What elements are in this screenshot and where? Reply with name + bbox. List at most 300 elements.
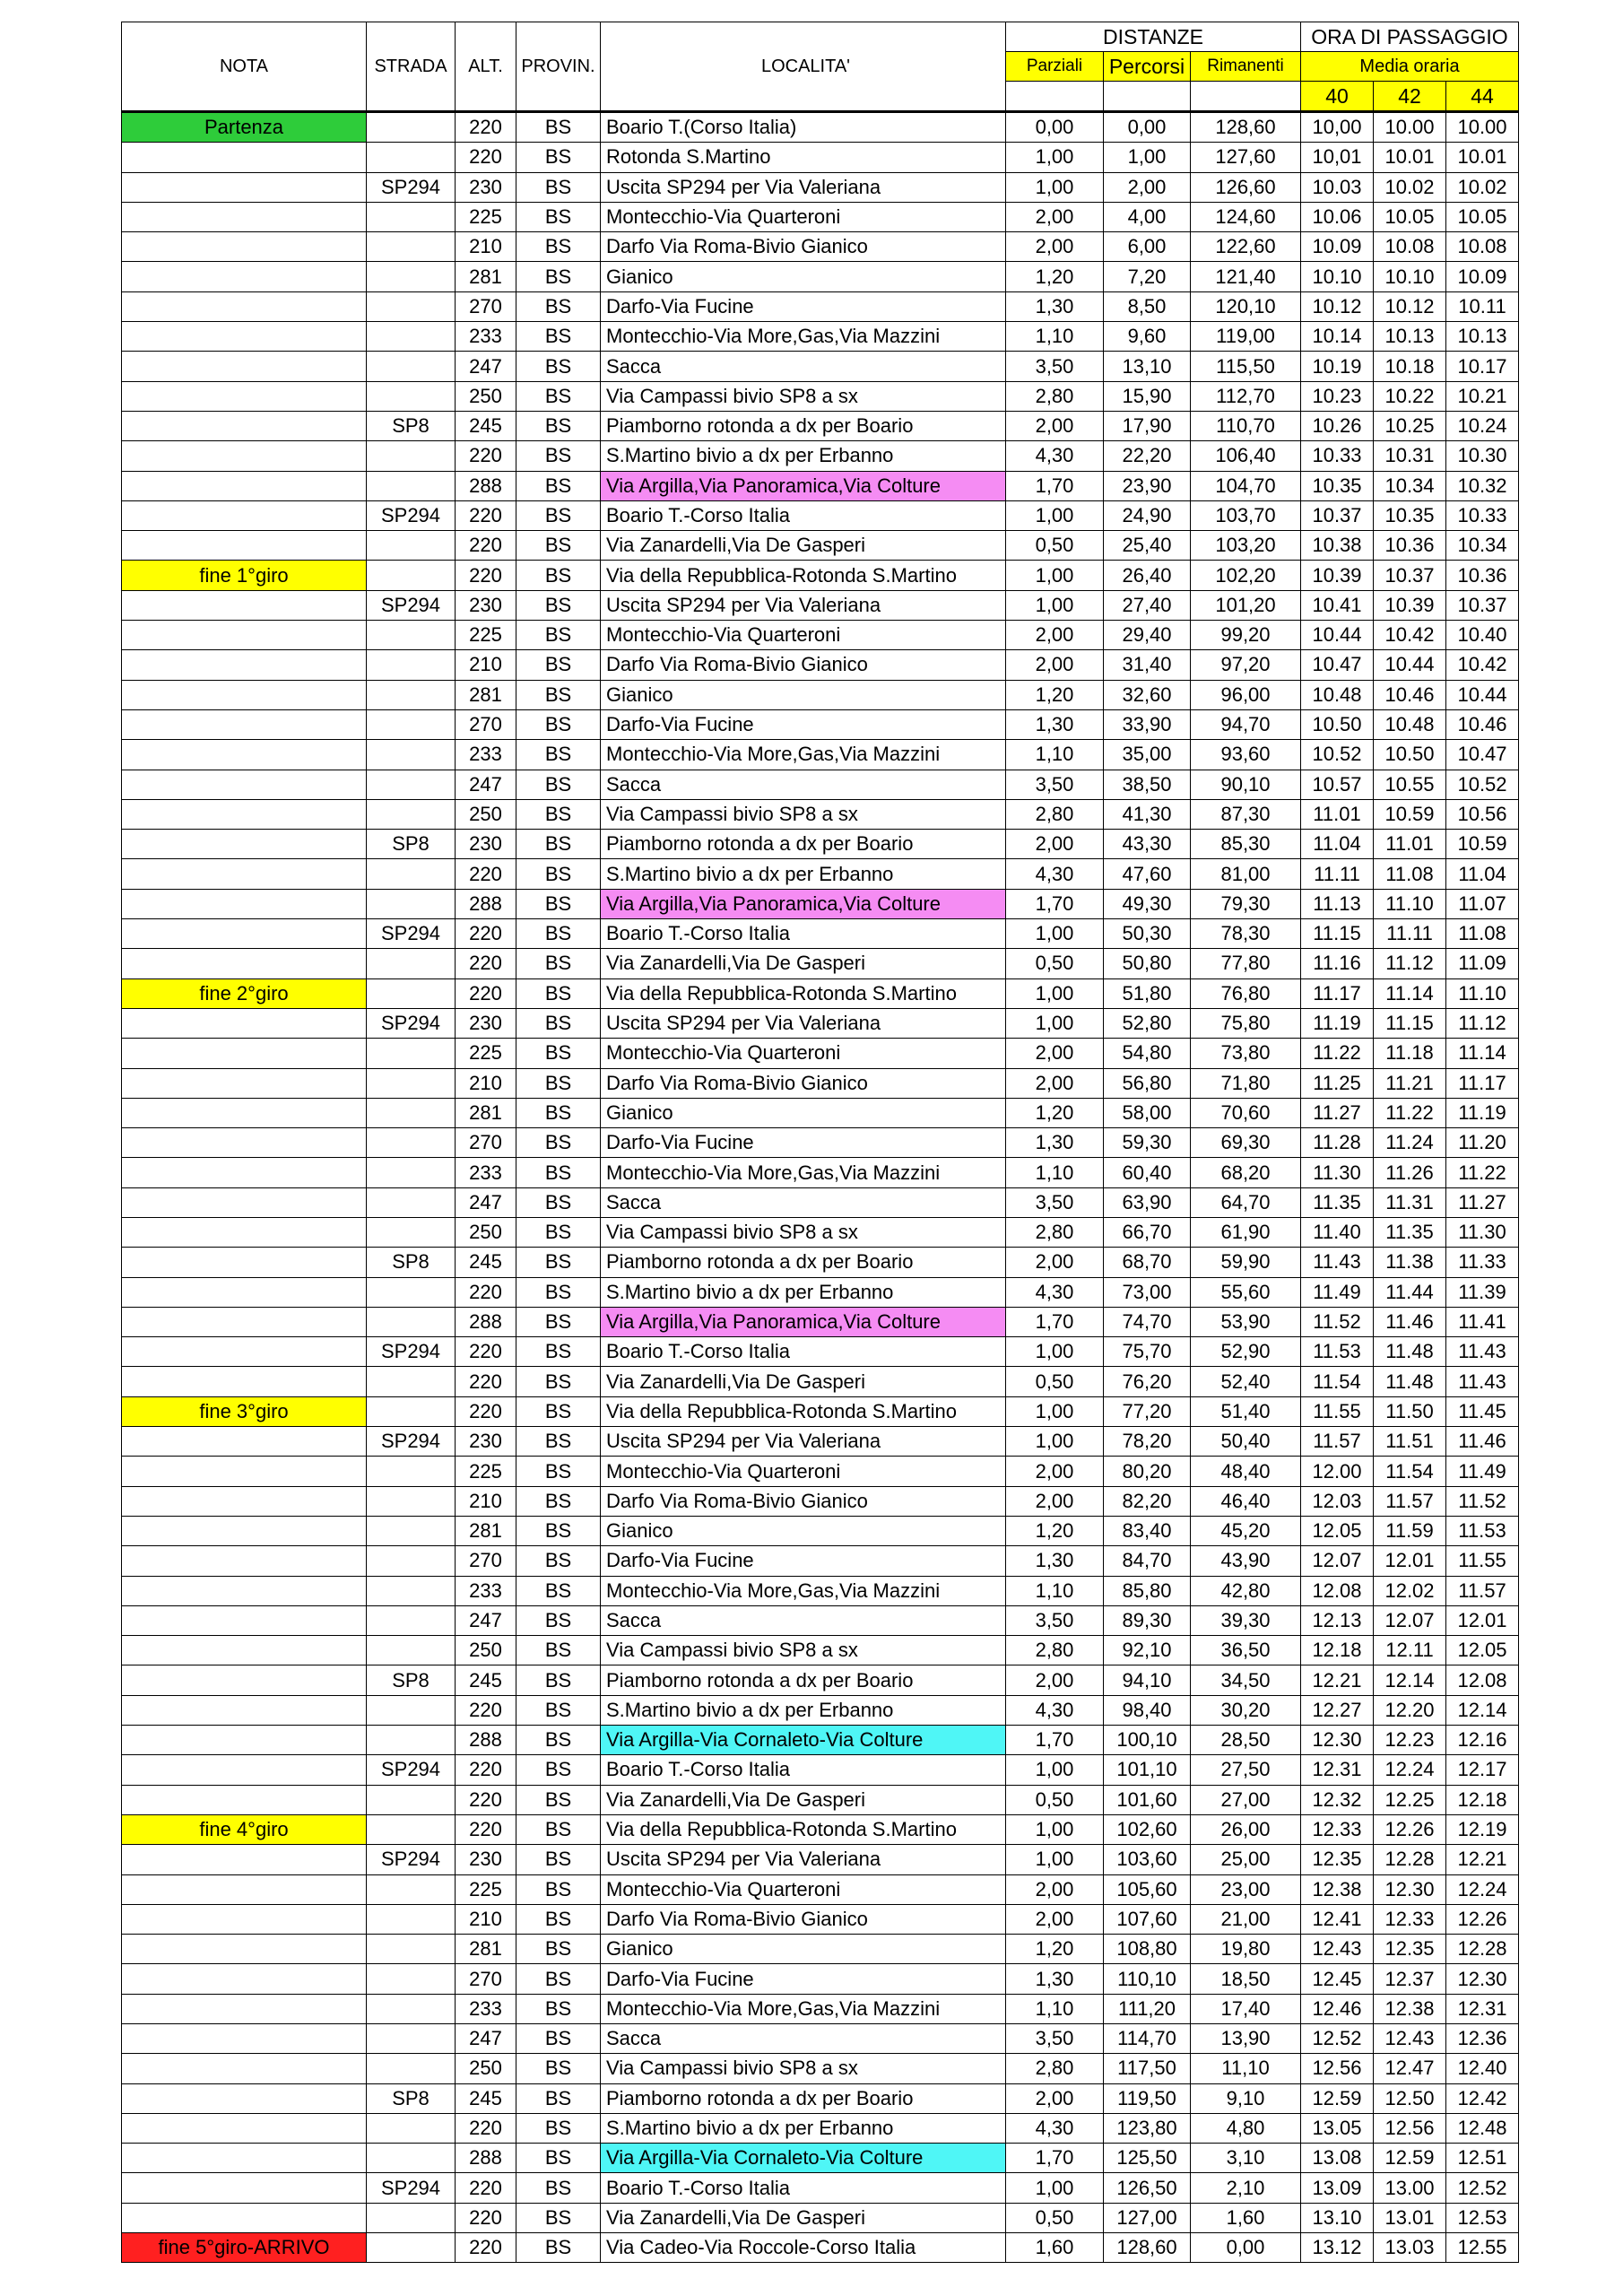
table-row <box>122 1785 1519 1814</box>
time-44-cell: 11.45 <box>1446 1396 1519 1426</box>
percorsi-cell: 24,90 <box>1104 500 1191 530</box>
nota-cell <box>122 1516 367 1545</box>
parziali-cell: 4,30 <box>1006 1695 1104 1725</box>
strada-cell <box>367 2203 456 2232</box>
time-44-cell: 10.44 <box>1446 680 1519 709</box>
parziali-cell: 2,00 <box>1006 1068 1104 1098</box>
strada-cell <box>367 621 456 650</box>
alt-cell: 281 <box>456 1935 516 1964</box>
time-42-cell: 12.38 <box>1374 1994 1446 2023</box>
provin-cell: BS <box>516 650 601 680</box>
parziali-cell: 1,30 <box>1006 1128 1104 1158</box>
time-40-cell: 11.54 <box>1301 1367 1374 1396</box>
rimanenti-cell: 73,80 <box>1191 1039 1301 1068</box>
header-rimanenti: Rimanenti <box>1191 52 1301 82</box>
rimanenti-cell: 46,40 <box>1191 1486 1301 1516</box>
localita-cell: Uscita SP294 per Via Valeriana <box>601 1008 1006 1038</box>
table-row <box>122 1367 1519 1396</box>
percorsi-cell: 76,20 <box>1104 1367 1191 1396</box>
percorsi-cell: 77,20 <box>1104 1396 1191 1426</box>
header-speed-44: 44 <box>1446 82 1519 112</box>
strada-cell <box>367 1814 456 1844</box>
nota-cell <box>122 1248 367 1277</box>
time-40-cell: 13.05 <box>1301 2113 1374 2143</box>
rimanenti-cell: 96,00 <box>1191 680 1301 709</box>
strada-cell <box>367 770 456 799</box>
time-44-cell: 12.51 <box>1446 2144 1519 2173</box>
header-speed-40: 40 <box>1301 82 1374 112</box>
nota-cell <box>122 471 367 500</box>
time-44-cell: 12.52 <box>1446 2173 1519 2203</box>
parziali-cell: 1,00 <box>1006 500 1104 530</box>
time-40-cell: 10.26 <box>1301 411 1374 440</box>
localita-cell: Darfo Via Roma-Bivio Gianico <box>601 232 1006 262</box>
parziali-cell: 2,00 <box>1006 1904 1104 1934</box>
table-row <box>122 1935 1519 1964</box>
strada-cell: SP8 <box>367 1665 456 1695</box>
nota-cell <box>122 1755 367 1785</box>
alt-cell: 270 <box>456 1964 516 1994</box>
provin-cell: BS <box>516 1187 601 1217</box>
time-40-cell: 10.23 <box>1301 381 1374 411</box>
parziali-cell: 1,70 <box>1006 1307 1104 1336</box>
localita-cell: Boario T.-Corso Italia <box>601 500 1006 530</box>
parziali-cell: 2,00 <box>1006 411 1104 440</box>
parziali-cell: 1,70 <box>1006 1726 1104 1755</box>
strada-cell <box>367 1636 456 1665</box>
rimanenti-cell: 45,20 <box>1191 1516 1301 1545</box>
time-40-cell: 11.53 <box>1301 1337 1374 1367</box>
time-40-cell: 13.10 <box>1301 2203 1374 2232</box>
parziali-cell: 0,50 <box>1006 2203 1104 2232</box>
table-row <box>122 1128 1519 1158</box>
header-alt: ALT. <box>456 22 516 112</box>
localita-cell: Uscita SP294 per Via Valeriana <box>601 172 1006 202</box>
time-42-cell: 10.50 <box>1374 740 1446 770</box>
localita-cell: Darfo Via Roma-Bivio Gianico <box>601 1068 1006 1098</box>
parziali-cell: 1,30 <box>1006 709 1104 739</box>
time-44-cell: 11.57 <box>1446 1576 1519 1605</box>
time-44-cell: 12.55 <box>1446 2233 1519 2263</box>
strada-cell <box>367 889 456 918</box>
time-42-cell: 12.14 <box>1374 1665 1446 1695</box>
rimanenti-cell: 127,60 <box>1191 143 1301 172</box>
localita-cell: Montecchio-Via Quarteroni <box>601 202 1006 231</box>
percorsi-cell: 119,50 <box>1104 2083 1191 2113</box>
provin-cell: BS <box>516 1486 601 1516</box>
localita-cell: Via della Repubblica-Rotonda S.Martino <box>601 978 1006 1008</box>
provin-cell: BS <box>516 859 601 889</box>
strada-cell <box>367 1158 456 1187</box>
strada-cell <box>367 680 456 709</box>
parziali-cell: 1,30 <box>1006 1546 1104 1576</box>
localita-cell: Piamborno rotonda a dx per Boario <box>601 411 1006 440</box>
rimanenti-cell: 23,00 <box>1191 1874 1301 1904</box>
time-40-cell: 13.08 <box>1301 2144 1374 2173</box>
time-40-cell: 10.50 <box>1301 709 1374 739</box>
nota-cell <box>122 740 367 770</box>
time-44-cell: 10.47 <box>1446 740 1519 770</box>
time-44-cell: 10.33 <box>1446 500 1519 530</box>
percorsi-cell: 41,30 <box>1104 799 1191 829</box>
header-parziali: Parziali <box>1006 52 1104 82</box>
rimanenti-cell: 4,80 <box>1191 2113 1301 2143</box>
nota-cell <box>122 1457 367 1486</box>
time-42-cell: 13.01 <box>1374 2203 1446 2232</box>
table-row <box>122 531 1519 561</box>
time-42-cell: 10.00 <box>1374 112 1446 143</box>
alt-cell: 245 <box>456 2083 516 2113</box>
time-40-cell: 10.41 <box>1301 590 1374 620</box>
provin-cell: BS <box>516 471 601 500</box>
percorsi-cell: 32,60 <box>1104 680 1191 709</box>
percorsi-cell: 33,90 <box>1104 709 1191 739</box>
nota-cell <box>122 949 367 978</box>
table-row <box>122 1396 1519 1426</box>
header-distanze: DISTANZE <box>1006 22 1301 52</box>
time-42-cell: 11.48 <box>1374 1337 1446 1367</box>
table-row <box>122 770 1519 799</box>
time-40-cell: 11.25 <box>1301 1068 1374 1098</box>
nota-cell <box>122 172 367 202</box>
percorsi-cell: 17,90 <box>1104 411 1191 440</box>
provin-cell: BS <box>516 1457 601 1486</box>
rimanenti-cell: 101,20 <box>1191 590 1301 620</box>
parziali-cell: 2,00 <box>1006 1039 1104 1068</box>
table-row <box>122 1814 1519 1844</box>
provin-cell: BS <box>516 291 601 321</box>
time-40-cell: 10.57 <box>1301 770 1374 799</box>
alt-cell: 220 <box>456 1337 516 1367</box>
percorsi-cell: 74,70 <box>1104 1307 1191 1336</box>
provin-cell: BS <box>516 352 601 381</box>
time-42-cell: 10.46 <box>1374 680 1446 709</box>
alt-cell: 281 <box>456 1516 516 1545</box>
strada-cell <box>367 381 456 411</box>
table-row <box>122 1695 1519 1725</box>
localita-cell: Via Campassi bivio SP8 a sx <box>601 1636 1006 1665</box>
rimanenti-cell: 104,70 <box>1191 471 1301 500</box>
time-40-cell: 13.09 <box>1301 2173 1374 2203</box>
time-42-cell: 11.26 <box>1374 1158 1446 1187</box>
percorsi-cell: 23,90 <box>1104 471 1191 500</box>
alt-cell: 247 <box>456 1187 516 1217</box>
time-44-cell: 10.02 <box>1446 172 1519 202</box>
nota-cell: fine 5°giro-ARRIVO <box>122 2233 367 2263</box>
time-42-cell: 12.33 <box>1374 1904 1446 1934</box>
localita-cell: Montecchio-Via More,Gas,Via Mazzini <box>601 1158 1006 1187</box>
parziali-cell: 2,00 <box>1006 830 1104 859</box>
rimanenti-cell: 87,30 <box>1191 799 1301 829</box>
time-40-cell: 11.30 <box>1301 1158 1374 1187</box>
nota-cell <box>122 709 367 739</box>
alt-cell: 281 <box>456 1098 516 1127</box>
strada-cell <box>367 202 456 231</box>
time-42-cell: 10.31 <box>1374 441 1446 471</box>
strada-cell <box>367 1217 456 1247</box>
table-row <box>122 2083 1519 2113</box>
rimanenti-cell: 17,40 <box>1191 1994 1301 2023</box>
alt-cell: 220 <box>456 561 516 590</box>
nota-cell <box>122 830 367 859</box>
localita-cell: Boario T.(Corso Italia) <box>601 112 1006 143</box>
provin-cell: BS <box>516 322 601 352</box>
parziali-cell: 1,70 <box>1006 889 1104 918</box>
nota-cell <box>122 531 367 561</box>
time-44-cell: 11.27 <box>1446 1187 1519 1217</box>
alt-cell: 247 <box>456 770 516 799</box>
time-40-cell: 12.32 <box>1301 1785 1374 1814</box>
time-42-cell: 13.03 <box>1374 2233 1446 2263</box>
alt-cell: 245 <box>456 1248 516 1277</box>
time-42-cell: 12.20 <box>1374 1695 1446 1725</box>
percorsi-cell: 98,40 <box>1104 1695 1191 1725</box>
table-row <box>122 1904 1519 1934</box>
nota-cell: fine 4°giro <box>122 1814 367 1844</box>
parziali-cell: 2,00 <box>1006 202 1104 231</box>
localita-cell: Montecchio-Via More,Gas,Via Mazzini <box>601 1994 1006 2023</box>
table-row <box>122 1337 1519 1367</box>
localita-cell: Gianico <box>601 1516 1006 1545</box>
nota-cell <box>122 1187 367 1217</box>
percorsi-cell: 73,00 <box>1104 1277 1191 1307</box>
parziali-cell: 2,00 <box>1006 232 1104 262</box>
time-42-cell: 11.46 <box>1374 1307 1446 1336</box>
strada-cell: SP294 <box>367 1427 456 1457</box>
rimanenti-cell: 76,80 <box>1191 978 1301 1008</box>
localita-cell: Darfo Via Roma-Bivio Gianico <box>601 1486 1006 1516</box>
nota-cell <box>122 1605 367 1635</box>
provin-cell: BS <box>516 2083 601 2113</box>
time-42-cell: 10.39 <box>1374 590 1446 620</box>
nota-cell <box>122 2173 367 2203</box>
percorsi-cell: 82,20 <box>1104 1486 1191 1516</box>
table-row <box>122 172 1519 202</box>
localita-cell: Darfo Via Roma-Bivio Gianico <box>601 1904 1006 1934</box>
time-44-cell: 10.05 <box>1446 202 1519 231</box>
alt-cell: 220 <box>456 2173 516 2203</box>
provin-cell: BS <box>516 1307 601 1336</box>
time-44-cell: 12.24 <box>1446 1874 1519 1904</box>
strada-cell <box>367 112 456 143</box>
parziali-cell: 2,80 <box>1006 1636 1104 1665</box>
time-44-cell: 12.40 <box>1446 2054 1519 2083</box>
alt-cell: 281 <box>456 262 516 291</box>
alt-cell: 220 <box>456 1814 516 1844</box>
localita-cell: Boario T.-Corso Italia <box>601 2173 1006 2203</box>
time-42-cell: 11.24 <box>1374 1128 1446 1158</box>
parziali-cell: 1,00 <box>1006 172 1104 202</box>
percorsi-cell: 85,80 <box>1104 1576 1191 1605</box>
table-row <box>122 2173 1519 2203</box>
percorsi-cell: 9,60 <box>1104 322 1191 352</box>
nota-cell <box>122 2113 367 2143</box>
time-40-cell: 11.40 <box>1301 1217 1374 1247</box>
time-40-cell: 11.17 <box>1301 978 1374 1008</box>
percorsi-cell: 7,20 <box>1104 262 1191 291</box>
nota-cell <box>122 859 367 889</box>
percorsi-cell: 110,10 <box>1104 1964 1191 1994</box>
provin-cell: BS <box>516 1427 601 1457</box>
table-row <box>122 1008 1519 1038</box>
percorsi-cell: 63,90 <box>1104 1187 1191 1217</box>
percorsi-cell: 29,40 <box>1104 621 1191 650</box>
provin-cell: BS <box>516 441 601 471</box>
alt-cell: 288 <box>456 1726 516 1755</box>
time-44-cell: 11.43 <box>1446 1367 1519 1396</box>
strada-cell <box>367 561 456 590</box>
parziali-cell: 1,20 <box>1006 262 1104 291</box>
percorsi-cell: 0,00 <box>1104 112 1191 143</box>
time-42-cell: 10.59 <box>1374 799 1446 829</box>
header-provin: PROVIN. <box>516 22 601 112</box>
rimanenti-cell: 90,10 <box>1191 770 1301 799</box>
alt-cell: 250 <box>456 799 516 829</box>
strada-cell <box>367 949 456 978</box>
rimanenti-cell: 13,90 <box>1191 2024 1301 2054</box>
alt-cell: 225 <box>456 1874 516 1904</box>
strada-cell <box>367 1187 456 1217</box>
percorsi-cell: 101,60 <box>1104 1785 1191 1814</box>
alt-cell: 210 <box>456 1068 516 1098</box>
nota-cell <box>122 1695 367 1725</box>
localita-cell: Via Zanardelli,Via De Gasperi <box>601 2203 1006 2232</box>
time-40-cell: 12.46 <box>1301 1994 1374 2023</box>
percorsi-cell: 108,80 <box>1104 1935 1191 1964</box>
alt-cell: 210 <box>456 232 516 262</box>
strada-cell <box>367 1277 456 1307</box>
time-44-cell: 11.43 <box>1446 1337 1519 1367</box>
alt-cell: 220 <box>456 143 516 172</box>
strada-cell: SP294 <box>367 2173 456 2203</box>
localita-cell: Gianico <box>601 1098 1006 1127</box>
alt-cell: 270 <box>456 291 516 321</box>
time-44-cell: 11.55 <box>1446 1546 1519 1576</box>
provin-cell: BS <box>516 202 601 231</box>
strada-cell: SP8 <box>367 2083 456 2113</box>
parziali-cell: 1,00 <box>1006 919 1104 949</box>
provin-cell: BS <box>516 1636 601 1665</box>
time-40-cell: 12.33 <box>1301 1814 1374 1844</box>
time-44-cell: 11.07 <box>1446 889 1519 918</box>
time-42-cell: 11.11 <box>1374 919 1446 949</box>
provin-cell: BS <box>516 889 601 918</box>
nota-cell <box>122 441 367 471</box>
table-row <box>122 1605 1519 1635</box>
parziali-cell: 1,10 <box>1006 1576 1104 1605</box>
localita-cell: Via Campassi bivio SP8 a sx <box>601 799 1006 829</box>
parziali-cell: 3,50 <box>1006 352 1104 381</box>
parziali-cell: 2,00 <box>1006 650 1104 680</box>
provin-cell: BS <box>516 1128 601 1158</box>
time-40-cell: 11.28 <box>1301 1128 1374 1158</box>
parziali-cell: 1,00 <box>1006 1396 1104 1426</box>
percorsi-cell: 75,70 <box>1104 1337 1191 1367</box>
time-40-cell: 12.56 <box>1301 2054 1374 2083</box>
parziali-cell: 2,80 <box>1006 2054 1104 2083</box>
localita-cell: S.Martino bivio a dx per Erbanno <box>601 1695 1006 1725</box>
time-40-cell: 10,01 <box>1301 143 1374 172</box>
localita-cell: Via Campassi bivio SP8 a sx <box>601 1217 1006 1247</box>
percorsi-cell: 1,00 <box>1104 143 1191 172</box>
provin-cell: BS <box>516 830 601 859</box>
time-44-cell: 11.08 <box>1446 919 1519 949</box>
rimanenti-cell: 9,10 <box>1191 2083 1301 2113</box>
rimanenti-cell: 2,10 <box>1191 2173 1301 2203</box>
parziali-cell: 1,10 <box>1006 740 1104 770</box>
time-44-cell: 12.05 <box>1446 1636 1519 1665</box>
alt-cell: 250 <box>456 1636 516 1665</box>
alt-cell: 233 <box>456 322 516 352</box>
time-44-cell: 12.31 <box>1446 1994 1519 2023</box>
localita-cell: Piamborno rotonda a dx per Boario <box>601 1665 1006 1695</box>
strada-cell: SP294 <box>367 1008 456 1038</box>
strada-cell <box>367 859 456 889</box>
header-speed-42: 42 <box>1374 82 1446 112</box>
percorsi-cell: 80,20 <box>1104 1457 1191 1486</box>
table-row <box>122 1845 1519 1874</box>
table-row <box>122 978 1519 1008</box>
localita-cell: Montecchio-Via More,Gas,Via Mazzini <box>601 322 1006 352</box>
strada-cell: SP294 <box>367 172 456 202</box>
parziali-cell: 2,00 <box>1006 1665 1104 1695</box>
percorsi-cell: 78,20 <box>1104 1427 1191 1457</box>
time-44-cell: 12.36 <box>1446 2024 1519 2054</box>
rimanenti-cell: 121,40 <box>1191 262 1301 291</box>
table-row <box>122 1158 1519 1187</box>
time-42-cell: 12.23 <box>1374 1726 1446 1755</box>
time-42-cell: 10.01 <box>1374 143 1446 172</box>
provin-cell: BS <box>516 1158 601 1187</box>
time-40-cell: 10.44 <box>1301 621 1374 650</box>
table-row <box>122 1217 1519 1247</box>
rimanenti-cell: 68,20 <box>1191 1158 1301 1187</box>
alt-cell: 220 <box>456 1785 516 1814</box>
time-44-cell: 12.14 <box>1446 1695 1519 1725</box>
time-42-cell: 12.25 <box>1374 1785 1446 1814</box>
nota-cell <box>122 381 367 411</box>
percorsi-cell: 105,60 <box>1104 1874 1191 1904</box>
time-44-cell: 11.46 <box>1446 1427 1519 1457</box>
nota-cell <box>122 650 367 680</box>
alt-cell: 220 <box>456 2203 516 2232</box>
nota-cell <box>122 1427 367 1457</box>
localita-cell: Sacca <box>601 352 1006 381</box>
strada-cell <box>367 1516 456 1545</box>
time-40-cell: 12.41 <box>1301 1904 1374 1934</box>
percorsi-cell: 94,10 <box>1104 1665 1191 1695</box>
time-42-cell: 10.10 <box>1374 262 1446 291</box>
time-44-cell: 11.33 <box>1446 1248 1519 1277</box>
time-42-cell: 11.48 <box>1374 1367 1446 1396</box>
header-nota: NOTA <box>122 22 367 112</box>
rimanenti-cell: 69,30 <box>1191 1128 1301 1158</box>
rimanenti-cell: 106,40 <box>1191 441 1301 471</box>
table-row <box>122 1098 1519 1127</box>
provin-cell: BS <box>516 1516 601 1545</box>
nota-cell <box>122 1636 367 1665</box>
percorsi-cell: 100,10 <box>1104 1726 1191 1755</box>
alt-cell: 220 <box>456 919 516 949</box>
percorsi-cell: 2,00 <box>1104 172 1191 202</box>
alt-cell: 220 <box>456 1396 516 1426</box>
table-row <box>122 500 1519 530</box>
percorsi-cell: 22,20 <box>1104 441 1191 471</box>
time-44-cell: 10.36 <box>1446 561 1519 590</box>
strada-cell <box>367 2144 456 2173</box>
time-40-cell: 10.38 <box>1301 531 1374 561</box>
time-44-cell: 12.21 <box>1446 1845 1519 1874</box>
